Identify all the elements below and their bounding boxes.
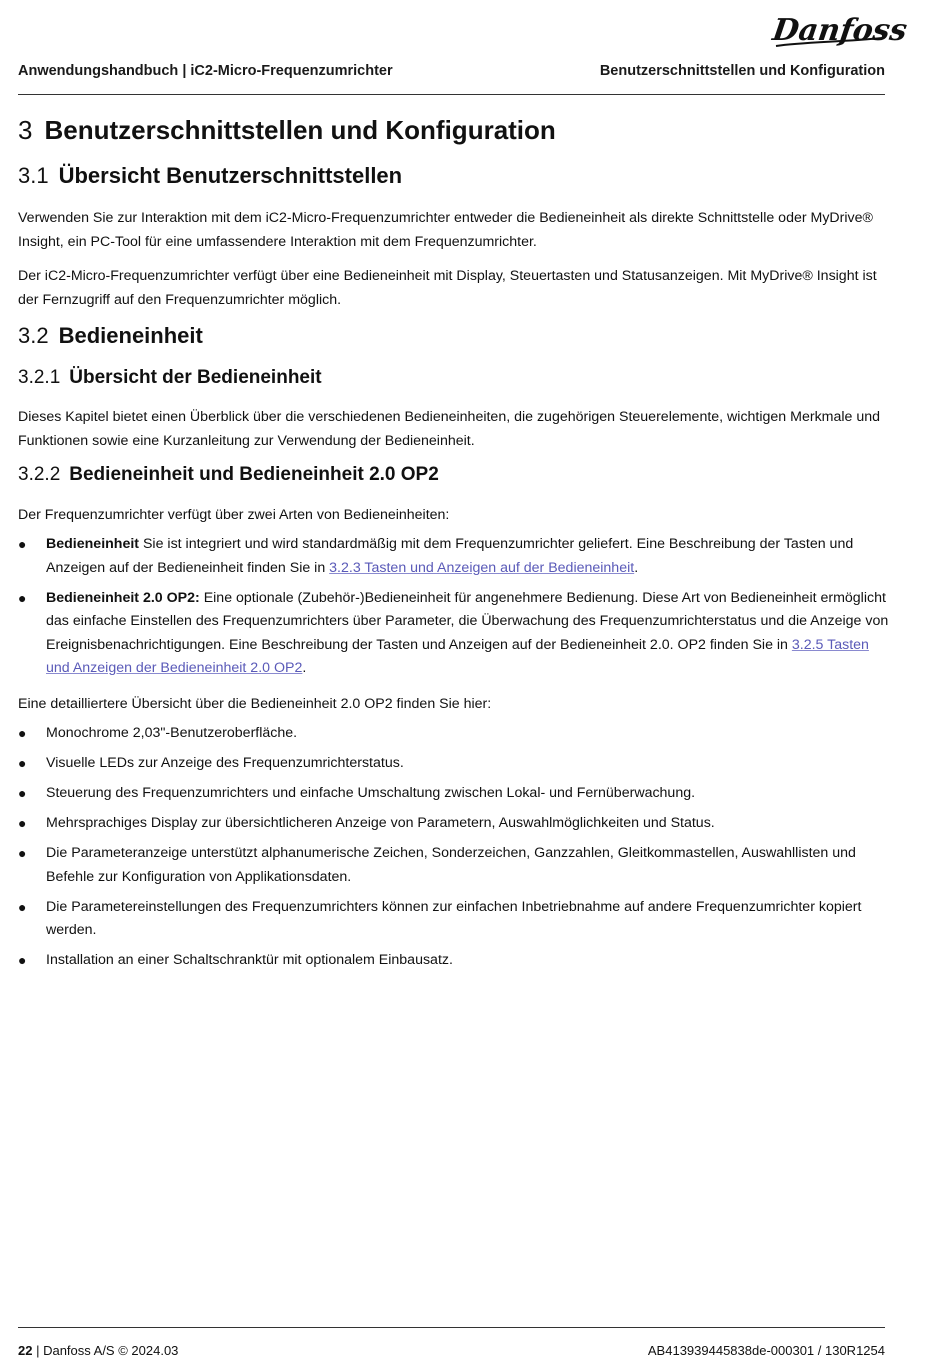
- cross-reference-link[interactable]: 3.2.5 Tasten und Anzeigen der Bedieneinheit 2.0 OP2: [46, 636, 869, 676]
- list-item: [18, 949, 890, 973]
- feature-text: Mehrsprachiges Display zur übersichtlicheren Anzeige von Parametern, Auswahlmöglichkeiten und Status.: [46, 815, 715, 831]
- feature-text: Steuerung des Frequenzumrichters und einfache Umschaltung zwischen Lokal- und Fernüberwachung.: [46, 785, 696, 801]
- heading-number: 3: [18, 115, 33, 145]
- paragraph: Der Frequenzumrichter verfügt über zwei Arten von Bedieneinheiten:: [18, 507, 450, 523]
- header-divider: [18, 94, 885, 95]
- bullet-icon: ●: [18, 785, 27, 801]
- feature-text: Die Parameteranzeige unterstützt alphanumerische Zeichen, Sonderzeichen, Ganzzahlen, Gleitkommastellen, Auswahllisten und Befehle zur Konfiguration von Applikationsdaten.: [46, 845, 856, 885]
- footer-copyright: | Danfoss A/S © 2024.03: [32, 1343, 179, 1358]
- heading-text: Benutzerschnittstellen und Konfiguration: [44, 115, 556, 145]
- list-item: [18, 587, 890, 681]
- paragraph: Verwenden Sie zur Interaktion mit dem iC2-Micro-Frequenzumrichter entweder die Bedieneinheit als direkte Schnittstelle oder MyDrive® Insight, ein PC-Tool für eine umfassendere Interaktion mit dem Frequenzumrichter.: [18, 210, 873, 250]
- operating-unit-types-list: [18, 533, 890, 687]
- header-document-title: Anwendungshandbuch | iC2-Micro-Frequenzumrichter: [18, 63, 393, 79]
- paragraph: Eine detailliertere Übersicht über die Bedieneinheit 2.0 OP2 finden Sie hier:: [18, 696, 492, 712]
- paragraph: Dieses Kapitel bietet einen Überblick über die verschiedenen Bedieneinheiten, die zugehörigen Steuerelemente, wichtigen Merkmale und Funktionen sowie eine Kurzanleitung zur Verwendung der Bedieneinheit.: [18, 409, 881, 449]
- bullet-icon: ●: [18, 845, 27, 861]
- list-item: [18, 752, 890, 776]
- footer-document-id: AB413939445838de-000301 / 130R1254: [647, 1343, 885, 1358]
- svg-text:Danfoss: Danfoss: [770, 13, 910, 48]
- list-item: [18, 842, 890, 889]
- header-chapter-title: Benutzerschnittstellen und Konfiguration: [599, 63, 885, 79]
- paragraph: Der iC2-Micro-Frequenzumrichter verfügt über eine Bedieneinheit mit Display, Steuertasten und Statusanzeigen. Mit MyDrive® Insight ist der Fernzugriff auf den Frequenzumrichter möglich.: [18, 268, 877, 308]
- feature-text: Installation an einer Schaltschranktür mit optionalem Einbausatz.: [46, 952, 453, 968]
- heading-text: Übersicht der Bedieneinheit: [69, 367, 322, 388]
- heading-section-3-2: [18, 323, 203, 349]
- bullet-icon: ●: [18, 589, 27, 606]
- bullet-icon: ●: [18, 536, 27, 552]
- feature-text: Die Parametereinstellungen des Frequenzumrichters können zur einfachen Inbetriebnahme auf andere Frequenzumrichter kopiert werden.: [46, 898, 862, 938]
- bullet-icon: ●: [18, 952, 27, 968]
- description: Sie ist integriert und wird standardmäßig mit dem Frequenzumrichter geliefert. Eine Beschreibung der Tasten und Anzeigen auf der Bedieneinheit finden Sie in: [46, 536, 854, 576]
- heading-section-3-1: [18, 163, 402, 189]
- description: Eine optionale (Zubehör-)Bedieneinheit für angenehmere Bedienung. Diese Art von Bedieneinheit ermöglicht das einfache Einstellen des Frequenzumrichters über Parameter, die Überwachung des Frequenzumrichterstatus und die Anzeige von Ereignisbenachrichtigungen. Eine Beschreibung der Tasten und Anzeigen auf der Bedieneinheit 2.0. OP2 finden Sie in: [46, 589, 889, 653]
- bullet-icon: ●: [18, 898, 27, 915]
- bullet-icon: ●: [18, 755, 27, 771]
- list-item: [18, 533, 890, 580]
- term: Bedieneinheit 2.0 OP2:: [46, 589, 200, 606]
- punctuation: .: [634, 559, 639, 576]
- list-item: [18, 896, 890, 943]
- danfoss-logo: [770, 8, 910, 52]
- feature-text: Visuelle LEDs zur Anzeige des Frequenzumrichterstatus.: [46, 755, 404, 771]
- heading-text: Übersicht Benutzerschnittstellen: [58, 163, 403, 188]
- heading-number: 3.2.2: [18, 464, 61, 485]
- heading-text: Bedieneinheit und Bedieneinheit 2.0 OP2: [69, 464, 439, 485]
- list-item: [18, 722, 890, 746]
- footer-page-info: [18, 1343, 178, 1358]
- heading-text: Bedieneinheit: [58, 323, 203, 348]
- cross-reference-link[interactable]: 3.2.3 Tasten und Anzeigen auf der Bedieneinheit: [329, 559, 635, 576]
- feature-text: Monochrome 2,03"-Benutzeroberfläche.: [46, 725, 298, 741]
- page-number: 22: [18, 1343, 33, 1358]
- footer-divider: [18, 1327, 885, 1328]
- bullet-icon: ●: [18, 815, 27, 831]
- list-item: [18, 812, 890, 836]
- list-item: [18, 782, 890, 806]
- punctuation: .: [302, 660, 307, 676]
- bullet-icon: ●: [18, 725, 27, 741]
- heading-section-3-2-2: [18, 464, 439, 486]
- heading-section-3-2-1: [18, 367, 322, 389]
- features-list: [18, 722, 890, 979]
- heading-chapter-3: [18, 115, 556, 146]
- heading-number: 3.2: [18, 323, 49, 348]
- term: Bedieneinheit: [46, 536, 140, 552]
- heading-number: 3.1: [18, 163, 49, 188]
- heading-number: 3.2.1: [18, 367, 61, 388]
